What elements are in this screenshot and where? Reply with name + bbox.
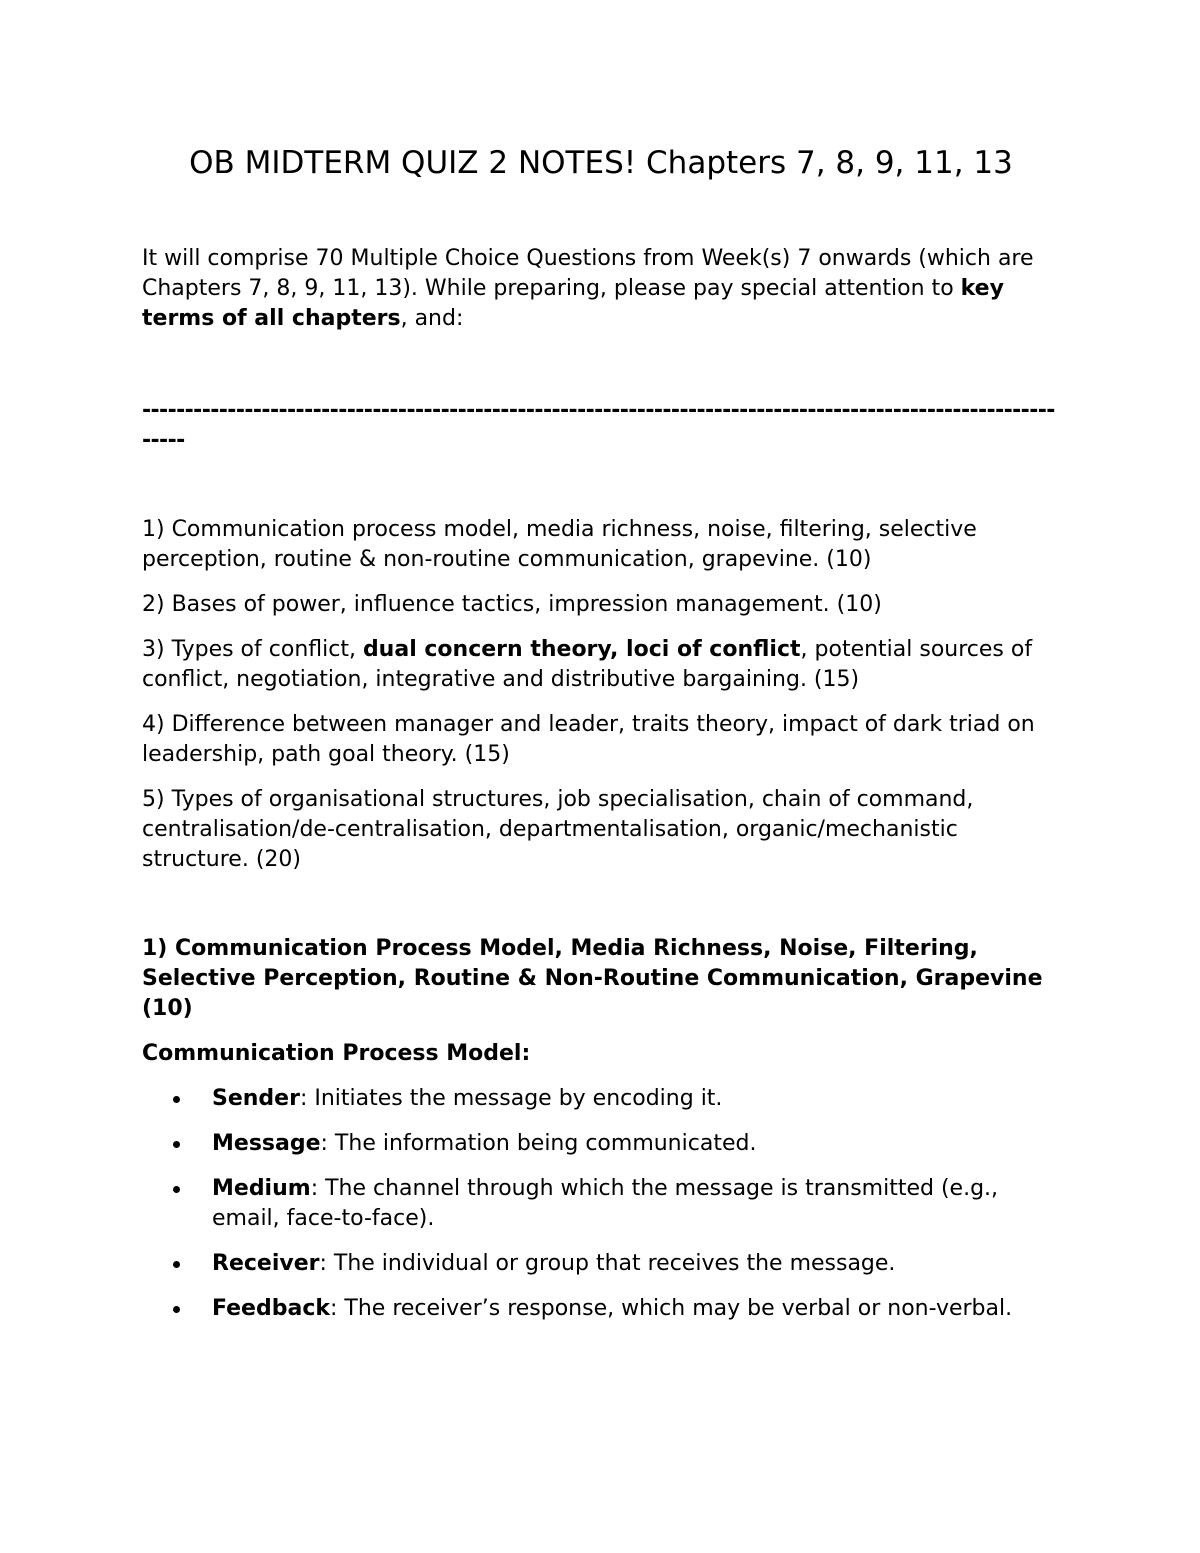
list-item-term: Message	[212, 1131, 321, 1156]
intro-paragraph	[142, 244, 1060, 334]
bullet-icon	[173, 1186, 180, 1193]
list-item-description: : The individual or group that receives the message.	[319, 1251, 896, 1276]
list-item	[142, 1249, 1060, 1279]
bullet-icon	[173, 1306, 180, 1313]
intro-emphasis: key terms of all chapters	[142, 276, 1004, 331]
topic-3-text-end: , potential sources of conflict, negotiation, integrative and distributive bargaining. (15)	[142, 637, 1033, 692]
topic-item-5: 5) Types of organisational structures, job specialisation, chain of command, centralisation/de-centralisation, departmentalisation, organic/mechanistic structure. (20)	[142, 787, 974, 872]
section-subheading: Communication Process Model:	[142, 1041, 531, 1066]
intro-text-end: , and:	[400, 306, 464, 331]
list-item-description: : Initiates the message by encoding it.	[299, 1086, 723, 1111]
bullet-icon	[173, 1096, 180, 1103]
list-item	[142, 1174, 1060, 1234]
list-item	[142, 1129, 1060, 1159]
intro-text: It will comprise 70 Multiple Choice Questions from Week(s) 7 onwards (which are Chapters 7, 8, 9, 11, 13). While preparing, please pay special attention to	[142, 246, 1034, 301]
list-item-description: : The channel through which the message is transmitted (e.g., email, face-to-face).	[212, 1176, 999, 1231]
topic-3-text: 3) Types of conflict,	[142, 637, 363, 662]
bullet-icon	[173, 1261, 180, 1268]
topic-item-3	[142, 635, 1060, 695]
list-item-term: Sender	[212, 1086, 300, 1111]
dashed-divider: ----------------------------------------------------------------------------------------------------------------	[142, 398, 1055, 453]
topic-item-2: 2) Bases of power, influence tactics, impression management. (10)	[142, 592, 882, 617]
process-model-list	[142, 1084, 1060, 1339]
list-item-term: Feedback	[212, 1296, 330, 1321]
list-item-description: : The information being communicated.	[320, 1131, 757, 1156]
topic-3-emphasis: dual concern theory, loci of conflict	[362, 637, 801, 662]
bullet-icon	[173, 1141, 180, 1148]
list-item-term: Medium	[212, 1176, 311, 1201]
topic-item-1: 1) Communication process model, media richness, noise, filtering, selective perception, routine & non-routine communication, grapevine. (10)	[142, 517, 977, 572]
list-item-term: Receiver	[212, 1251, 320, 1276]
section-heading: 1) Communication Process Model, Media Richness, Noise, Filtering, Selective Perception, Routine & Non-Routine Communication, Grapevine (10)	[142, 936, 1043, 1021]
topic-item-4: 4) Difference between manager and leader, traits theory, impact of dark triad on leadership, path goal theory. (15)	[142, 712, 1035, 767]
list-item-description: : The receiver’s response, which may be verbal or non-verbal.	[330, 1296, 1013, 1321]
document-title: OB MIDTERM QUIZ 2 NOTES! Chapters 7, 8, 9, 11, 13	[189, 145, 1013, 181]
list-item	[142, 1084, 1060, 1114]
list-item	[142, 1294, 1060, 1324]
